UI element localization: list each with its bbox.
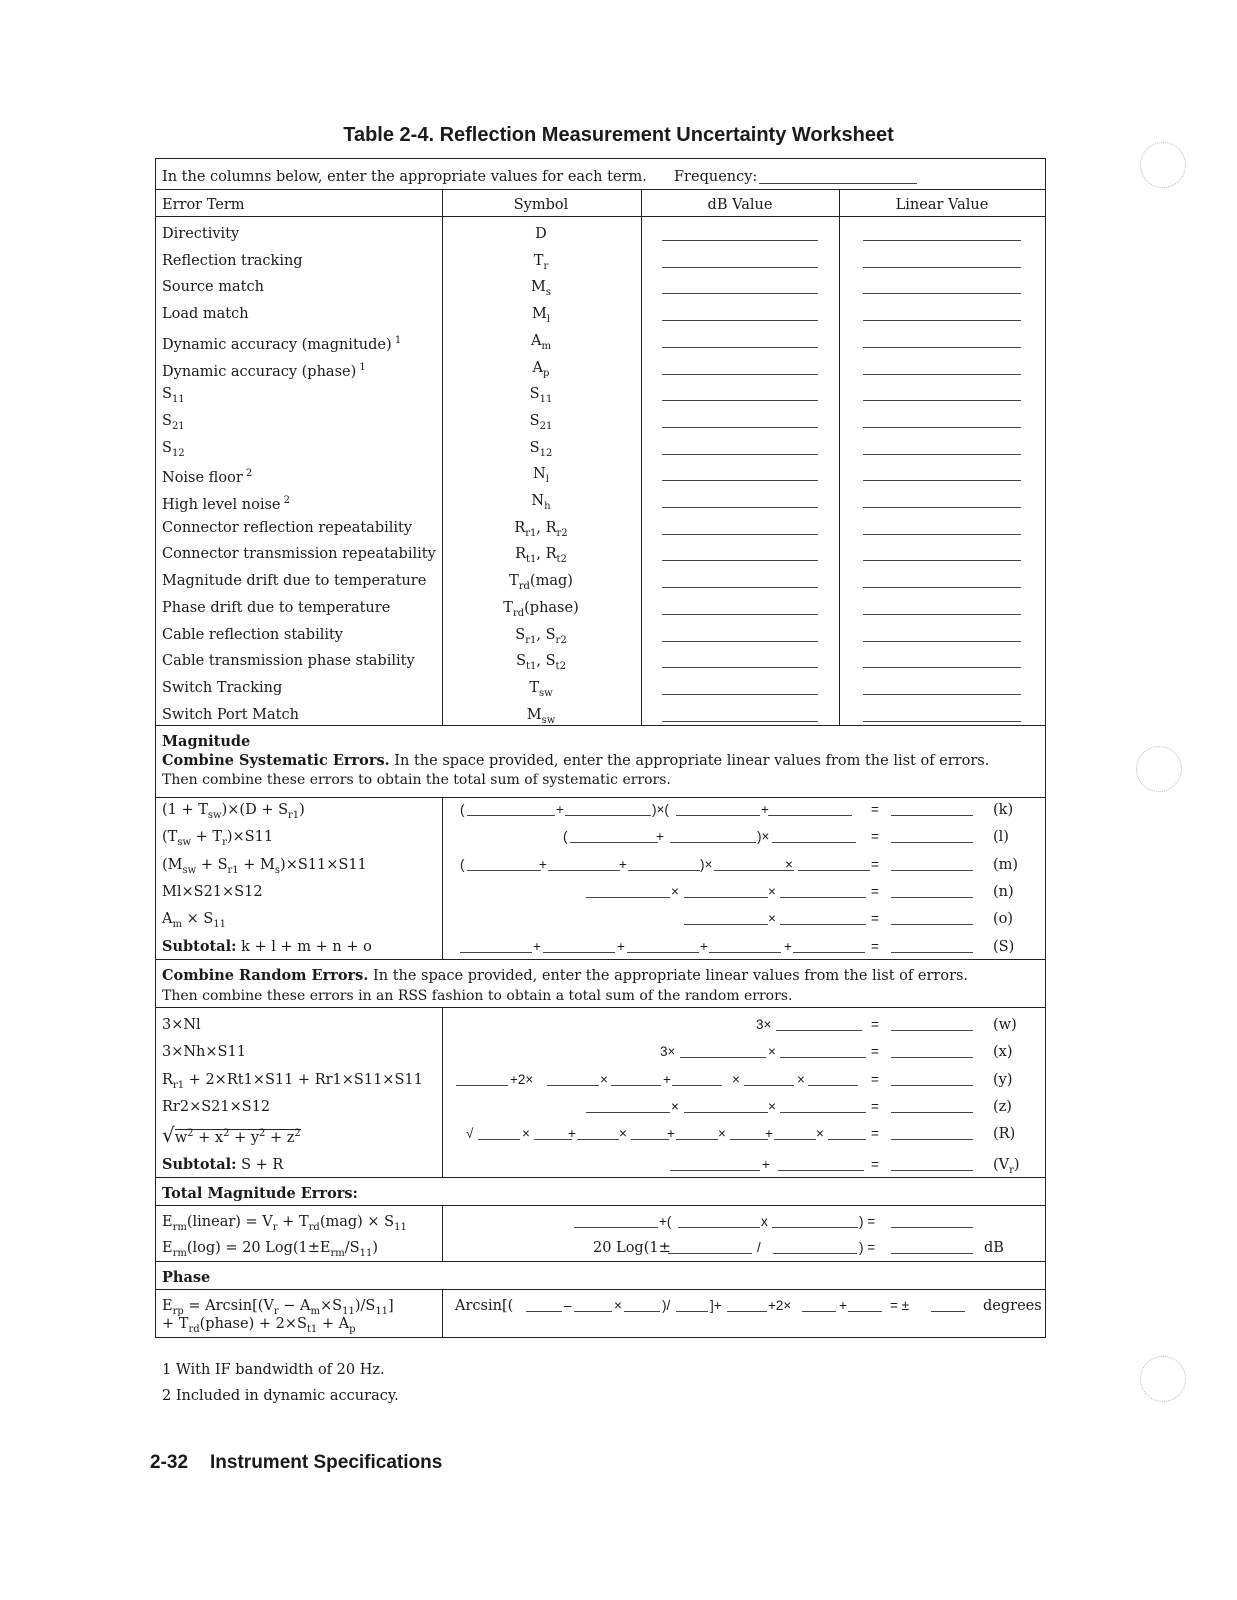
- formula-operator: =: [871, 939, 879, 954]
- row-label: (R): [993, 1126, 1016, 1142]
- formula-operator: =: [871, 1017, 879, 1032]
- term-symbol: D: [535, 226, 547, 242]
- systematic-expr: $(1 + T_{sw})\times(D + S_{r1})$: [162, 802, 305, 821]
- systematic-expr: Ml×S21×S12: [162, 884, 263, 900]
- formula-operator: +: [839, 1298, 847, 1313]
- formula-operator: +2×: [768, 1298, 792, 1313]
- db-value-field[interactable]: [662, 293, 818, 294]
- db-value-field[interactable]: [662, 320, 818, 321]
- term-symbol: $S_{21}$: [529, 412, 553, 432]
- formula-blank[interactable]: [586, 897, 670, 898]
- systematic-expr: $(M_{sw} + S_{r1} + M_s)\times S11\times S11$: [162, 857, 367, 876]
- phase-prefix: Arcsin[(: [455, 1298, 514, 1314]
- formula-operator: =: [871, 1099, 879, 1114]
- formula-blank[interactable]: [684, 897, 768, 898]
- db-value-field[interactable]: [662, 240, 818, 241]
- header-error-term: Error Term: [162, 197, 245, 213]
- formula-blank[interactable]: [534, 1139, 572, 1140]
- footnote-ref: 2: [242, 468, 253, 480]
- formula-blank[interactable]: [891, 1057, 973, 1058]
- formula-blank[interactable]: [891, 924, 973, 925]
- page-title: Table 2-4. Reflection Measurement Uncertainty Worksheet: [343, 124, 894, 146]
- db-value-field[interactable]: [662, 694, 818, 695]
- formula-blank[interactable]: [780, 924, 866, 925]
- total-magnitude-heading: Total Magnitude Errors:: [162, 1185, 358, 1202]
- db-value-field[interactable]: [662, 267, 818, 268]
- log-blank-2[interactable]: [773, 1253, 857, 1254]
- phase-unit: degrees: [983, 1298, 1042, 1314]
- binder-hole-mark: [1140, 142, 1186, 188]
- formula-blank[interactable]: [798, 870, 870, 871]
- systematic-expr: $A_m \times S_{11}$: [162, 911, 227, 930]
- formula-operator: +: [784, 939, 792, 954]
- row-label: (w): [993, 1017, 1017, 1033]
- term-name: Cable reflection stability: [162, 626, 344, 643]
- linear-value-field[interactable]: [863, 267, 1021, 268]
- formula-blank[interactable]: [670, 1170, 760, 1171]
- formula-operator: +2×: [510, 1072, 534, 1087]
- row-label: (x): [993, 1044, 1013, 1060]
- formula-operator: ×: [797, 1072, 805, 1087]
- row-label: (m): [993, 857, 1019, 873]
- erm-log-result[interactable]: [891, 1253, 973, 1254]
- linear-value-field[interactable]: [863, 507, 1021, 508]
- formula-blank[interactable]: [891, 952, 973, 953]
- formula-operator: ×: [816, 1126, 824, 1141]
- formula-blank[interactable]: [891, 1139, 973, 1140]
- term-name: Connector reflection repeatability: [162, 519, 413, 536]
- formula-blank[interactable]: [776, 1030, 862, 1031]
- linear-value-field[interactable]: [863, 427, 1021, 428]
- formula-operator: (: [460, 857, 465, 872]
- formula-operator: +: [761, 802, 769, 817]
- formula-blank[interactable]: [547, 1085, 599, 1086]
- formula-operator: ×: [768, 884, 776, 899]
- formula-blank[interactable]: [891, 870, 973, 871]
- footnote-ref: 1: [391, 334, 402, 346]
- erm-blank-1[interactable]: [574, 1227, 658, 1228]
- formula-blank[interactable]: [772, 842, 856, 843]
- random-expr: Subtotal: S + R: [162, 1156, 284, 1173]
- term-name: Switch Port Match: [162, 706, 299, 723]
- linear-value-field[interactable]: [863, 374, 1021, 375]
- row-label: (S): [993, 939, 1015, 955]
- formula-operator: +: [700, 939, 708, 954]
- linear-value-field[interactable]: [863, 454, 1021, 455]
- db-value-field[interactable]: [662, 347, 818, 348]
- footnote-1: 1 With IF bandwidth of 20 Hz.: [162, 1362, 385, 1378]
- row-label: (k): [993, 802, 1014, 818]
- term-name: High level noise $^2$: [162, 495, 291, 513]
- formula-blank[interactable]: [624, 1311, 660, 1312]
- formula-blank[interactable]: [780, 897, 866, 898]
- formula-operator: +: [656, 829, 664, 844]
- formula-operator: –: [564, 1298, 572, 1313]
- db-value-field[interactable]: [662, 721, 818, 722]
- term-symbol: $T_{rd}(mag)$: [509, 573, 573, 592]
- formula-blank[interactable]: [478, 1139, 520, 1140]
- term-name: $S_{21}$: [162, 412, 185, 432]
- formula-blank[interactable]: [891, 1085, 973, 1086]
- term-name: Dynamic accuracy (magnitude) $^1$: [162, 334, 402, 353]
- linear-value-field[interactable]: [863, 560, 1021, 561]
- formula-blank[interactable]: [577, 1139, 619, 1140]
- term-symbol: $M_s$: [531, 279, 551, 299]
- formula-operator: ×: [522, 1126, 530, 1141]
- term-symbol: $N_h$: [531, 493, 551, 512]
- formula-blank[interactable]: [828, 1139, 866, 1140]
- formula-blank[interactable]: [548, 870, 620, 871]
- formula-operator: =: [871, 829, 879, 844]
- formula-blank[interactable]: [574, 1311, 612, 1312]
- log-blank-1[interactable]: [668, 1253, 752, 1254]
- db-value-field[interactable]: [662, 667, 818, 668]
- term-symbol: $N_l$: [533, 466, 549, 486]
- formula-operator: ×: [785, 857, 793, 872]
- db-value-field[interactable]: [662, 587, 818, 588]
- formula-blank[interactable]: [808, 1085, 858, 1086]
- linear-value-field[interactable]: [863, 400, 1021, 401]
- formula-operator: ×: [619, 1126, 627, 1141]
- db-value-field[interactable]: [662, 374, 818, 375]
- header-symbol: Symbol: [513, 197, 569, 213]
- linear-value-field[interactable]: [863, 347, 1021, 348]
- formula-blank[interactable]: [780, 1057, 866, 1058]
- term-symbol: $M_l$: [531, 306, 551, 325]
- systematic-expr: Subtotal: k + l + m + n + o: [162, 938, 372, 955]
- formula-operator: )/: [662, 1298, 671, 1313]
- formula-blank[interactable]: [676, 1139, 718, 1140]
- formula-operator: =: [871, 857, 879, 872]
- formula-blank[interactable]: [709, 952, 781, 953]
- erm-times: x: [761, 1214, 768, 1229]
- db-value-field[interactable]: [662, 534, 818, 535]
- intro-text: In the columns below, enter the appropriate values for each term.: [162, 169, 647, 185]
- frequency-field[interactable]: [759, 183, 917, 184]
- formula-operator: =: [871, 884, 879, 899]
- formula-operator: ×: [768, 911, 776, 926]
- formula-operator: =: [871, 1126, 879, 1141]
- formula-operator: √: [466, 1126, 474, 1141]
- term-name: Reflection tracking: [162, 252, 303, 269]
- term-symbol: $S_{11}$: [529, 386, 553, 406]
- formula-blank[interactable]: [714, 870, 794, 871]
- db-value-field[interactable]: [662, 614, 818, 615]
- db-value-field[interactable]: [662, 641, 818, 642]
- formula-blank[interactable]: [684, 924, 768, 925]
- worksheet-table: [155, 158, 1046, 1338]
- systematic-instructions: Combine Systematic Errors. In the space provided, enter the appropriate linear values from the list of errors.: [162, 752, 990, 769]
- formula-blank[interactable]: [672, 1085, 722, 1086]
- term-symbol: $M_{sw}$: [526, 706, 556, 726]
- term-name: Magnitude drift due to temperature: [162, 573, 427, 590]
- term-symbol: $S_{r1}$, $S_{r2}$: [515, 626, 567, 646]
- formula-blank[interactable]: [891, 1030, 973, 1031]
- term-name: Switch Tracking: [162, 679, 283, 696]
- linear-value-field[interactable]: [863, 721, 1021, 722]
- header-db-value: dB Value: [707, 197, 773, 213]
- erm-blank-2[interactable]: [678, 1227, 760, 1228]
- formula-blank[interactable]: [611, 1085, 661, 1086]
- formula-blank[interactable]: [627, 952, 699, 953]
- formula-blank[interactable]: [768, 815, 852, 816]
- formula-operator: =: [871, 802, 879, 817]
- linear-value-field[interactable]: [863, 293, 1021, 294]
- phase-heading: Phase: [162, 1269, 211, 1286]
- formula-operator: 3×: [660, 1044, 676, 1059]
- formula-operator: ×: [732, 1072, 740, 1087]
- random-expr: Rr2×S21×S12: [162, 1099, 271, 1115]
- formula-blank[interactable]: [526, 1311, 562, 1312]
- row-label: (y): [993, 1072, 1013, 1088]
- db-value-field[interactable]: [662, 427, 818, 428]
- term-symbol: $R_{r1}$, $R_{r2}$: [514, 519, 568, 539]
- formula-blank[interactable]: [727, 1311, 767, 1312]
- row-label: (z): [993, 1099, 1012, 1115]
- formula-operator: )×(: [652, 802, 669, 817]
- footnote-ref: 1: [356, 361, 366, 373]
- formula-operator: ×: [671, 1099, 679, 1114]
- formula-blank[interactable]: [793, 952, 865, 953]
- formula-blank[interactable]: [680, 1057, 766, 1058]
- term-symbol: $R_{t1}$, $R_{t2}$: [515, 546, 567, 566]
- formula-blank[interactable]: [848, 1311, 882, 1312]
- formula-operator: +: [663, 1072, 671, 1087]
- erm-linear-result[interactable]: [891, 1227, 973, 1228]
- term-name: Load match: [162, 306, 249, 323]
- formula-blank[interactable]: [460, 952, 532, 953]
- linear-value-field[interactable]: [863, 587, 1021, 588]
- random-expr: 3×Nl: [162, 1017, 201, 1033]
- page-number: 2-32: [150, 1452, 189, 1473]
- random-instructions: Combine Random Errors. In the space provided, enter the appropriate linear values from the list of errors.: [162, 967, 969, 984]
- linear-value-field[interactable]: [863, 614, 1021, 615]
- linear-value-field[interactable]: [863, 641, 1021, 642]
- row-label: (o): [993, 911, 1014, 927]
- formula-operator: ×: [671, 884, 679, 899]
- formula-blank[interactable]: [631, 1139, 669, 1140]
- formula-operator: (: [563, 829, 568, 844]
- formula-blank[interactable]: [684, 1112, 768, 1113]
- term-name: $S_{12}$: [162, 439, 185, 459]
- formula-blank[interactable]: [891, 1112, 973, 1113]
- linear-value-field[interactable]: [863, 480, 1021, 481]
- header-linear-value: Linear Value: [895, 197, 989, 213]
- formula-blank[interactable]: [586, 1112, 670, 1113]
- formula-blank[interactable]: [744, 1085, 794, 1086]
- erm-linear-expr: $E_{rm}(linear) = V_r + T_{rd}(mag) \times S_{11}$: [162, 1214, 407, 1233]
- formula-blank[interactable]: [778, 1170, 864, 1171]
- linear-value-field[interactable]: [863, 320, 1021, 321]
- systematic-expr: $(T_{sw} + T_r)\times S11$: [162, 829, 274, 848]
- formula-blank[interactable]: [774, 1139, 816, 1140]
- formula-operator: =: [871, 1044, 879, 1059]
- db-value-field[interactable]: [662, 454, 818, 455]
- linear-value-field[interactable]: [863, 667, 1021, 668]
- term-name: Phase drift due to temperature: [162, 599, 391, 616]
- formula-operator: ×: [768, 1099, 776, 1114]
- formula-blank[interactable]: [543, 952, 615, 953]
- formula-blank[interactable]: [931, 1311, 965, 1312]
- term-symbol: $A_p$: [532, 359, 550, 379]
- formula-blank[interactable]: [467, 815, 555, 816]
- section-name: Instrument Specifications: [210, 1452, 443, 1473]
- db-value-field[interactable]: [662, 560, 818, 561]
- formula-operator: )×: [700, 857, 713, 872]
- db-value-field[interactable]: [662, 480, 818, 481]
- formula-blank[interactable]: [730, 1139, 768, 1140]
- formula-operator: +: [539, 857, 547, 872]
- footnote-ref: 2: [280, 495, 291, 506]
- formula-operator: =: [871, 1157, 879, 1172]
- formula-operator: ×: [600, 1072, 608, 1087]
- log-divide: /: [757, 1240, 761, 1255]
- formula-operator: ×: [614, 1298, 622, 1313]
- binder-hole-mark: [1136, 746, 1182, 792]
- formula-blank[interactable]: [456, 1085, 508, 1086]
- formula-operator: +: [762, 1157, 770, 1172]
- db-value-field[interactable]: [662, 507, 818, 508]
- formula-blank[interactable]: [676, 1311, 708, 1312]
- erm-blank-3[interactable]: [772, 1227, 858, 1228]
- formula-operator: +: [765, 1126, 773, 1141]
- row-label: (l): [993, 829, 1009, 845]
- footnote-2: 2 Included in dynamic accuracy.: [162, 1388, 399, 1404]
- formula-blank[interactable]: [570, 842, 658, 843]
- row-label: $(V_r)$: [993, 1157, 1020, 1176]
- term-symbol: $T_r$: [533, 252, 549, 272]
- magnitude-heading: Magnitude: [162, 733, 251, 750]
- linear-value-field[interactable]: [863, 240, 1021, 241]
- formula-blank[interactable]: [628, 870, 700, 871]
- formula-operator: ×: [718, 1126, 726, 1141]
- log-prefix: 20 Log(1±: [593, 1240, 671, 1256]
- formula-blank[interactable]: [467, 870, 541, 871]
- term-name: Connector transmission repeatability: [162, 546, 436, 563]
- erm-equals: ) =: [859, 1214, 876, 1229]
- formula-blank[interactable]: [676, 815, 760, 816]
- erm-log-expr: $E_{rm}(\log) = 20$ $Log(1\pm E_{rm}/S_{11})$: [162, 1240, 379, 1259]
- formula-operator: =: [871, 911, 879, 926]
- formula-operator: +: [568, 1126, 576, 1141]
- db-unit: dB: [984, 1240, 1004, 1256]
- formula-blank[interactable]: [670, 842, 756, 843]
- phase-expr-line1: $E_{rp} = Arcsin[(V_r - A_m\times S_{11})/S_{11}]$: [162, 1298, 394, 1317]
- row-label: (n): [993, 884, 1014, 900]
- frequency-label: Frequency:: [674, 169, 758, 185]
- formula-blank[interactable]: [565, 815, 651, 816]
- term-name: Cable transmission phase stability: [162, 653, 415, 670]
- formula-operator: +: [556, 802, 564, 817]
- term-symbol: $S_{12}$: [529, 439, 553, 459]
- formula-blank[interactable]: [891, 842, 973, 843]
- formula-blank[interactable]: [780, 1112, 866, 1113]
- random-expr: $R_{r1} + 2\times Rt1\times S11 + Rr1\times S11\times S11$: [162, 1072, 423, 1091]
- formula-operator: (: [460, 802, 465, 817]
- formula-operator: +: [617, 939, 625, 954]
- formula-operator: ×: [768, 1044, 776, 1059]
- term-symbol: $S_{t1}$, $S_{t2}$: [516, 653, 566, 673]
- term-name: Directivity: [162, 226, 240, 242]
- linear-value-field[interactable]: [863, 694, 1021, 695]
- formula-operator: ]+: [710, 1298, 722, 1313]
- linear-value-field[interactable]: [863, 534, 1021, 535]
- term-name: Source match: [162, 279, 264, 296]
- db-value-field[interactable]: [662, 400, 818, 401]
- random-expr: 3×Nh×S11: [162, 1044, 246, 1060]
- random-instructions-2: Then combine these errors in an RSS fashion to obtain a total sum of the random errors.: [162, 988, 793, 1004]
- formula-operator: 3×: [756, 1017, 772, 1032]
- binder-hole-mark: [1140, 1356, 1186, 1402]
- systematic-instructions-2: Then combine these errors to obtain the total sum of systematic errors.: [162, 772, 671, 788]
- term-symbol: $T_{rd}(phase)$: [503, 599, 579, 619]
- random-expr: $√w^2 + x^2 + y^2 + z^2$: [162, 1122, 301, 1147]
- term-name: Noise floor $^2$: [162, 468, 253, 487]
- term-name: Dynamic accuracy (phase) $^1$: [162, 361, 366, 380]
- term-name: $S_{11}$: [162, 386, 185, 406]
- formula-operator: =: [871, 1072, 879, 1087]
- formula-blank[interactable]: [802, 1311, 836, 1312]
- formula-operator: +: [533, 939, 541, 954]
- formula-operator: )×: [757, 829, 770, 844]
- formula-blank[interactable]: [891, 815, 973, 816]
- formula-operator: +: [619, 857, 627, 872]
- phase-expr-line2: + $T_{rd}(phase) + 2\times S_{t1} + A_p$: [162, 1316, 356, 1335]
- formula-operator: = ±: [890, 1298, 910, 1313]
- formula-blank[interactable]: [891, 897, 973, 898]
- formula-blank[interactable]: [891, 1170, 973, 1171]
- term-symbol: $A_m$: [531, 332, 551, 352]
- page-footer: [150, 1452, 442, 1474]
- formula-operator: +: [667, 1126, 675, 1141]
- erm-plus: +(: [659, 1214, 672, 1229]
- log-equals: ) =: [859, 1240, 876, 1255]
- term-symbol: $T_{sw}$: [529, 679, 553, 699]
